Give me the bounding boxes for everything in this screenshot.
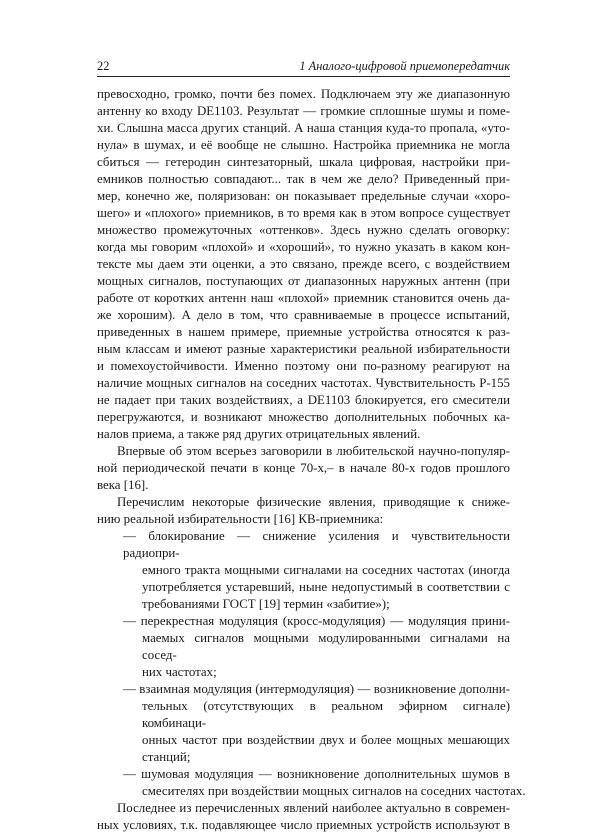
text-line: сбиться — гетеродин синтезаторный, шкала цифровая, настройки при-	[97, 155, 510, 169]
text-line: нию реальной избирательности [16] КВ-приемника:	[97, 512, 384, 526]
text-line: шего» и «плохого» приемников, в то время как в этом вопросе существует	[97, 206, 510, 220]
text-line: и помехоустойчивости. Именно поэтому они по-разному реагируют на	[97, 359, 510, 373]
text-line: онных частот при воздействии двух и более мощных мешающих	[142, 733, 510, 747]
text-line: станций;	[142, 750, 191, 764]
text-line: не падает при таких воздействиях, а DE1103 блокируется, его смесители	[97, 393, 510, 407]
text-line: ным классам и имеют разные характеристики реальной избирательности	[97, 342, 510, 356]
text-line: приведенных в нашем примере, приемные устройства относятся к раз-	[97, 325, 510, 339]
text-line: же хорошим). А дело в том, что сравниваемые в процессе испытаний,	[97, 308, 510, 322]
text-line: употребляется устаревший, ныне недопустимый в соответствии с	[142, 580, 510, 594]
text-line: Впервые об этом всерьез заговорили в любительской научно-популяр-	[117, 444, 510, 458]
text-line: тексте мы даем эти оценки, а это связано, прежде всего, с воздействием	[97, 257, 510, 271]
text-line: превосходно, громко, почти без помех. Подключаем эту же диапазонную	[97, 87, 510, 101]
text-line: хи. Слышна масса других станций. А наша станция куда-то пропала, «уто-	[97, 121, 510, 135]
text-line: емников полностью совпадают... так в чем же дело? Приведенный при-	[97, 172, 510, 186]
text-line: ных условиях, т.к. подавляющее число приемных устройств используют в	[97, 818, 510, 832]
text-line: тельных (отсутствующих в реальном эфирном сигнале) комбинаци-	[142, 699, 510, 730]
text-line: работе от коротких антенн наш «плохой» приемник становится очень да-	[97, 291, 510, 305]
text-line: нула» в шумах, и её вообще не слышно. Настройка приемника не могла	[97, 138, 510, 152]
text-line: маемых сигналов мощными модулированными сигналами на сосед-	[142, 631, 510, 662]
text-line: — взаимная модуляция (интермодуляция) — возникновение дополни-	[123, 682, 510, 696]
text-line: антенну ко входу DE1103. Результат — громкие сплошные шумы и поме-	[97, 104, 510, 118]
text-line: налов приема, а также ряд других отрицательных явлений.	[97, 427, 421, 441]
text-line: них частотах;	[142, 665, 217, 679]
text-line: требованиями ГОСТ [19] термин «забитие»);	[142, 597, 390, 611]
text-line: перегружаются, и возникают множество дополнительных побочных ка-	[97, 410, 510, 424]
text-line: емного тракта мощными сигналами на соседних частотах (иногда	[142, 563, 510, 577]
text-line: — блокирование — снижение усиления и чувствительности радиопри-	[123, 529, 510, 560]
text-line: наличие мощных сигналов на соседних частотах. Чувствительность Р-155	[97, 376, 510, 390]
text-line: Последнее из перечисленных явлений наиболее актуально в современ-	[117, 801, 510, 815]
body-text	[97, 86, 526, 834]
running-header	[97, 56, 510, 77]
text-line: — перекрестная модуляция (кросс-модуляция) — модуляция прини-	[123, 614, 510, 628]
text-line: множество промежуточных «оттенков». Здесь нужно сделать оговорку:	[97, 223, 510, 237]
text-line: века [16].	[97, 478, 149, 492]
text-line: Перечислим некоторые физические явления, приводящие к сниже-	[117, 495, 510, 509]
page-number: 22	[97, 59, 110, 73]
text-line: мощных сигналов, поступающих от диапазонных наружных антенн (при	[97, 274, 510, 288]
text-line: когда мы говорим «плохой» и «хороший», то нужно указать в каком кон-	[97, 240, 510, 254]
text-line: мер, конечно же, поляризован: он показывает предельные случаи «хоро-	[97, 189, 510, 203]
text-line: смесителях при воздействии мощных сигналов на соседних частотах.	[142, 784, 526, 798]
running-title: 1 Аналого-цифровой приемопередатчик	[299, 59, 510, 73]
text-line: ной периодической печати в конце 70-х,– в начале 80-х годов прошлого	[97, 461, 510, 475]
text-line: — шумовая модуляция — возникновение дополнительных шумов в	[123, 767, 510, 781]
